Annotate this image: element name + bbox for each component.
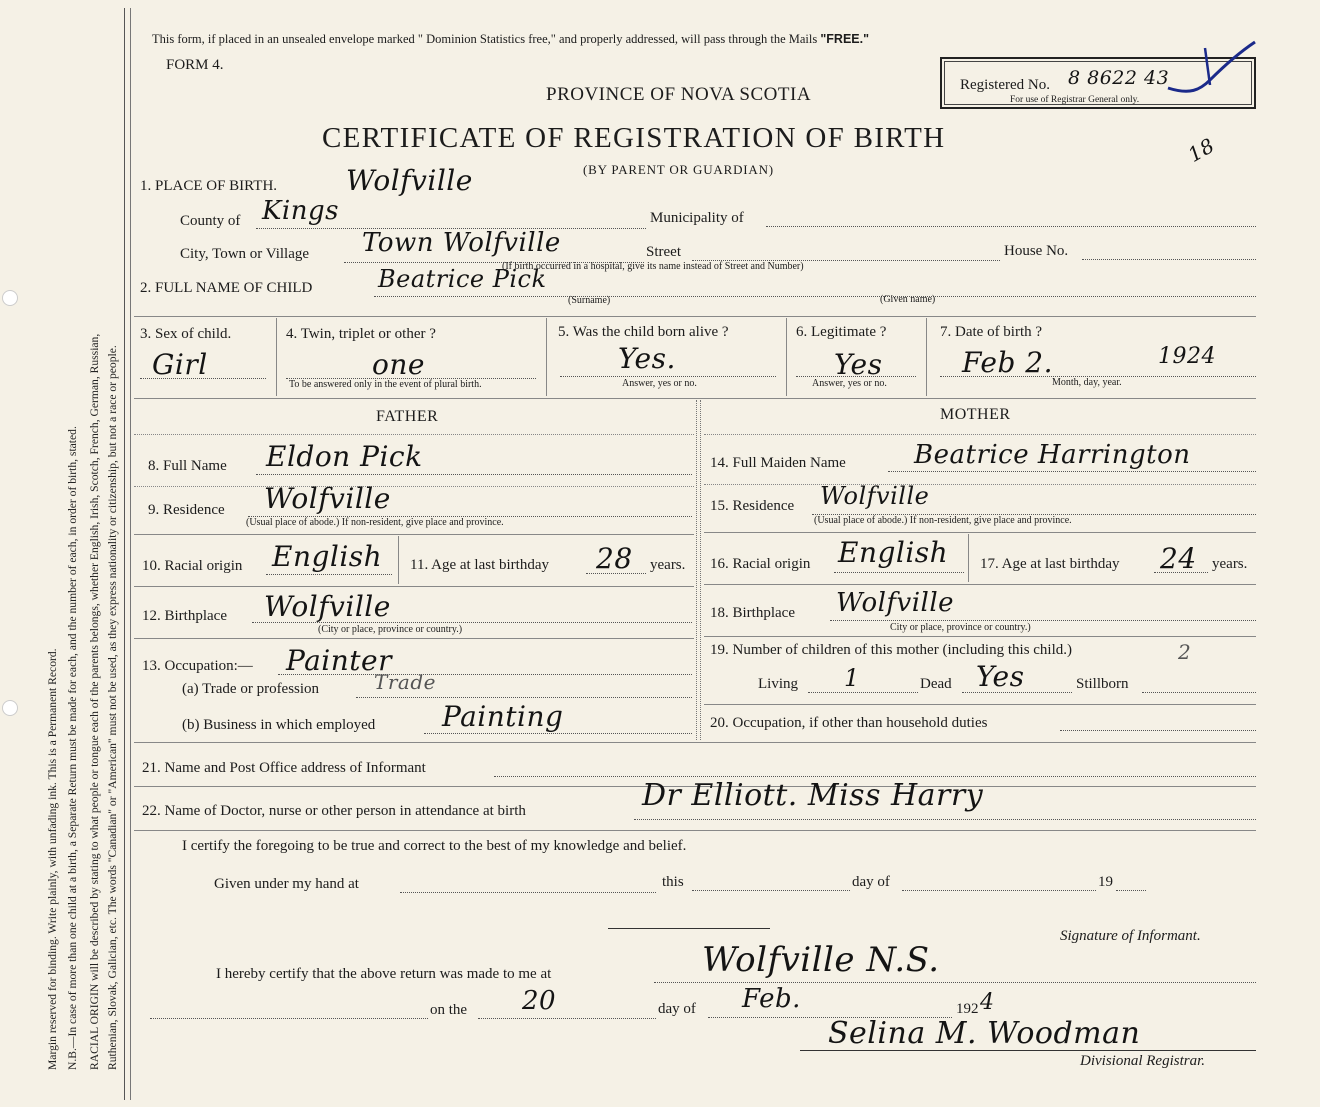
- place-of-birth-value: Wolfville: [346, 164, 473, 197]
- informant-signature-line: [608, 928, 770, 929]
- father-racial-line: [266, 574, 392, 575]
- city-town-village-label: City, Town or Village: [180, 246, 310, 262]
- divisional-registrar-title: Divisional Registrar.: [1080, 1053, 1206, 1069]
- living-line: [808, 692, 918, 693]
- binding-margin: [0, 0, 134, 1107]
- mother-racial-value: English: [838, 536, 949, 569]
- mother-birthplace-line: [830, 620, 1256, 621]
- certification-statement: I certify the foregoing to be true and correct to the best of my knowledge and belief.: [182, 838, 687, 854]
- father-name-label: 8. Full Name: [148, 458, 227, 474]
- father-name-line: [256, 474, 692, 475]
- child-name-value: Beatrice Pick: [378, 265, 547, 293]
- this-label: this: [662, 874, 684, 890]
- mother-heading: MOTHER: [940, 406, 1011, 423]
- given-place-line: [400, 892, 656, 893]
- parents-center-divider: [696, 400, 697, 740]
- mother-residence-note: (Usual place of abode.) If non-resident, give place and province.: [814, 515, 1072, 526]
- return-label: I hereby certify that the above return was made to me at: [216, 966, 552, 982]
- return-place-value: Wolfville N.S.: [702, 940, 940, 980]
- date-of-birth-label: 7. Date of birth ?: [940, 324, 1043, 340]
- check-mark-icon: [1160, 40, 1260, 100]
- mother-divider-4: [704, 584, 1256, 585]
- house-number-label: House No.: [1004, 243, 1069, 259]
- mother-name-line: [888, 471, 1256, 472]
- return-place-line: [654, 982, 1256, 983]
- registrar-signature: Selina M. Woodman: [828, 1016, 1141, 1051]
- binding-hole-bottom: [2, 700, 18, 716]
- margin-border-inner: [130, 8, 131, 1100]
- living-value: 1: [844, 664, 860, 692]
- child-name-line: [374, 296, 1256, 297]
- attendant-label: 22. Name of Doctor, nurse or other person in attendance at birth: [142, 803, 526, 819]
- registered-number-value: 8 8622 43: [1068, 67, 1170, 89]
- col-divider-twin: [546, 318, 547, 396]
- on-day-of-label: day of: [658, 1001, 696, 1017]
- living-label: Living: [758, 676, 798, 692]
- col-divider-alive: [786, 318, 787, 396]
- father-birthplace-label: 12. Birthplace: [142, 608, 227, 624]
- on-the-label: on the: [430, 1002, 468, 1018]
- born-alive-line: [560, 376, 776, 377]
- sex-label: 3. Sex of child.: [140, 326, 232, 342]
- father-residence-note: (Usual place of abode.) If non-resident, give place and province.: [246, 517, 504, 528]
- city-town-village-value: Town Wolfville: [362, 228, 561, 258]
- mother-residence-value: Wolfville: [820, 482, 930, 510]
- on-month-value: Feb.: [742, 984, 801, 1014]
- row-divider-parents: [134, 398, 1256, 399]
- informant-line: [494, 776, 1256, 777]
- father-heading: FATHER: [376, 408, 439, 425]
- father-divider-4: [134, 586, 694, 587]
- section21-divider: [134, 742, 1256, 743]
- margin-note-binding: Margin reserved for binding. Write plainly, with unfading ink. This is a Permanent Record.: [46, 648, 59, 1070]
- date-of-birth-year: 1924: [1158, 344, 1216, 369]
- twin-label: 4. Twin, triplet or other ?: [286, 326, 436, 342]
- form-number: FORM 4.: [166, 57, 224, 73]
- father-divider-3: [134, 534, 694, 535]
- col-divider-sex: [276, 318, 277, 396]
- twin-value: one: [372, 348, 425, 381]
- registered-label: Registered No.: [960, 77, 1050, 93]
- mail-notice-text: This form, if placed in an unsealed envelope marked " Dominion Statistics free," and properly addressed, will pass through the Mails: [152, 32, 821, 46]
- municipality-label: Municipality of: [650, 210, 744, 226]
- father-racial-label: 10. Racial origin: [142, 558, 243, 574]
- margin-note-multiple-births: N.B.—In case of more than one child at a birth, a Separate Return must be made for each, and the number of each, in order of birth, stated.: [66, 426, 79, 1070]
- margin-border-outer: [124, 8, 125, 1100]
- mother-divider-5: [704, 636, 1256, 637]
- father-age-label: 11. Age at last birthday: [410, 557, 549, 573]
- binding-hole-top: [2, 290, 18, 306]
- mother-age-unit: years.: [1212, 556, 1248, 572]
- house-number-line: [1082, 259, 1256, 260]
- this-day-line: [692, 890, 850, 891]
- mother-age-label: 17. Age at last birthday: [980, 556, 1120, 572]
- given-label: Given under my hand at: [214, 876, 359, 892]
- parents-center-divider-2: [700, 400, 701, 740]
- father-divider-2: [134, 486, 694, 487]
- mother-residence-label: 15. Residence: [710, 498, 795, 514]
- stillborn-label: Stillborn: [1076, 676, 1129, 692]
- mother-racial-age-divider: [968, 534, 969, 582]
- father-divider-5: [134, 638, 694, 639]
- mother-occupation-label: 20. Occupation, if other than household duties: [710, 715, 988, 731]
- street-label: Street: [646, 244, 681, 260]
- on-year-suffix: 4: [980, 990, 995, 1015]
- margin-note-racial-origin-cont: Ruthenian, Slovak, Galician, etc. The words "Canadian" or "American" must not be used, as they express nationality or citizenship, but not a race or people.: [106, 345, 119, 1070]
- father-racial-age-divider: [398, 536, 399, 584]
- father-age-value: 28: [596, 542, 633, 575]
- father-trade-label: (a) Trade or profession: [182, 681, 320, 697]
- father-divider-1: [134, 434, 694, 435]
- date-of-birth-note: Month, day, year.: [1052, 377, 1122, 388]
- father-business-line: [424, 733, 692, 734]
- mail-notice: [152, 32, 869, 47]
- father-trade-value: Trade: [374, 670, 436, 694]
- county-value: Kings: [262, 196, 339, 226]
- row-divider-top: [134, 316, 1256, 317]
- surname-note: (Surname): [568, 295, 611, 306]
- mother-children-value: 2: [1178, 640, 1192, 664]
- mother-name-label: 14. Full Maiden Name: [710, 455, 846, 471]
- born-alive-note: Answer, yes or no.: [622, 378, 697, 389]
- on-leading-line: [150, 1018, 428, 1019]
- mother-birthplace-value: Wolfville: [836, 588, 955, 618]
- given-year-prefix: 19: [1098, 874, 1113, 890]
- given-day-of-label: day of: [852, 874, 890, 890]
- father-business-value: Painting: [442, 700, 564, 733]
- col-divider-legit: [926, 318, 927, 396]
- certification-divider: [134, 830, 1256, 831]
- certificate-subtitle: (BY PARENT OR GUARDIAN): [583, 162, 774, 177]
- hospital-note: (If birth occurred in a hospital, give its name instead of Street and Number): [502, 261, 804, 272]
- certificate-title: CERTIFICATE OF REGISTRATION OF BIRTH: [322, 122, 946, 154]
- mother-divider-2: [704, 484, 1256, 485]
- born-alive-label: 5. Was the child born alive ?: [558, 324, 729, 340]
- mother-occupation-line: [1060, 730, 1256, 731]
- given-year-line: [1116, 890, 1146, 891]
- father-name-value: Eldon Pick: [266, 440, 423, 473]
- mother-birthplace-label: 18. Birthplace: [710, 605, 795, 621]
- father-occupation-value: Painter: [286, 644, 392, 677]
- mother-age-value: 24: [1160, 542, 1197, 575]
- registrar-signature-line: [800, 1050, 1256, 1051]
- mother-name-value: Beatrice Harrington: [914, 440, 1191, 470]
- father-business-label: (b) Business in which employed: [182, 717, 376, 733]
- mother-birthplace-note: City or place, province or country.): [890, 622, 1031, 633]
- corner-annotation: 18: [1183, 132, 1219, 168]
- father-age-unit: years.: [650, 557, 686, 573]
- legitimate-note: Answer, yes or no.: [812, 378, 887, 389]
- father-birthplace-value: Wolfville: [264, 590, 391, 623]
- sex-value: Girl: [152, 348, 208, 381]
- county-label: County of: [180, 213, 241, 229]
- date-of-birth-value: Feb 2.: [962, 346, 1054, 379]
- mother-divider-6: [704, 704, 1256, 705]
- mother-racial-line: [834, 572, 964, 573]
- father-birthplace-note: (City or place, province or country.): [318, 624, 463, 635]
- legitimate-value: Yes: [834, 348, 883, 381]
- father-trade-line: [356, 697, 692, 698]
- province-heading: PROVINCE OF NOVA SCOTIA: [546, 84, 812, 105]
- dead-label: Dead: [920, 676, 952, 692]
- on-day-value: 20: [522, 986, 557, 1016]
- legitimate-label: 6. Legitimate ?: [796, 324, 887, 340]
- father-racial-value: English: [272, 540, 383, 573]
- twin-note: To be answered only in the event of plural birth.: [289, 379, 482, 390]
- attendant-line: [634, 819, 1256, 820]
- father-occupation-label: 13. Occupation:—: [142, 658, 253, 674]
- mother-divider-3: [704, 532, 1256, 533]
- mother-racial-label: 16. Racial origin: [710, 556, 811, 572]
- on-day-line: [478, 1018, 656, 1019]
- margin-note-racial-origin: RACIAL ORIGIN will be described by stating to what people or tongue each of the parents belongs, whether English, Irish, Scotch, French, German, Russian,: [88, 333, 101, 1070]
- registrar-general-note: For use of Registrar General only.: [1010, 95, 1140, 105]
- dead-value: Yes: [976, 660, 1025, 693]
- father-residence-value: Wolfville: [264, 482, 391, 515]
- given-month-line: [902, 890, 1096, 891]
- stillborn-line: [1142, 692, 1256, 693]
- attendant-value: Dr Elliott. Miss Harry: [642, 778, 984, 813]
- place-of-birth-label: 1. PLACE OF BIRTH.: [140, 178, 278, 194]
- born-alive-value: Yes.: [618, 342, 676, 375]
- mother-divider-1: [704, 434, 1256, 435]
- mother-children-label: 19. Number of children of this mother (including this child.): [710, 642, 1073, 658]
- father-residence-label: 9. Residence: [148, 502, 225, 518]
- informant-label: 21. Name and Post Office address of Informant: [142, 760, 426, 776]
- given-name-note: (Given name): [880, 294, 936, 305]
- municipality-line: [766, 226, 1256, 227]
- child-name-label: 2. FULL NAME OF CHILD: [140, 280, 313, 296]
- on-year-prefix: 192: [956, 1001, 979, 1017]
- mail-notice-free: "FREE.": [820, 32, 870, 46]
- signature-of-informant: Signature of Informant.: [1060, 928, 1201, 944]
